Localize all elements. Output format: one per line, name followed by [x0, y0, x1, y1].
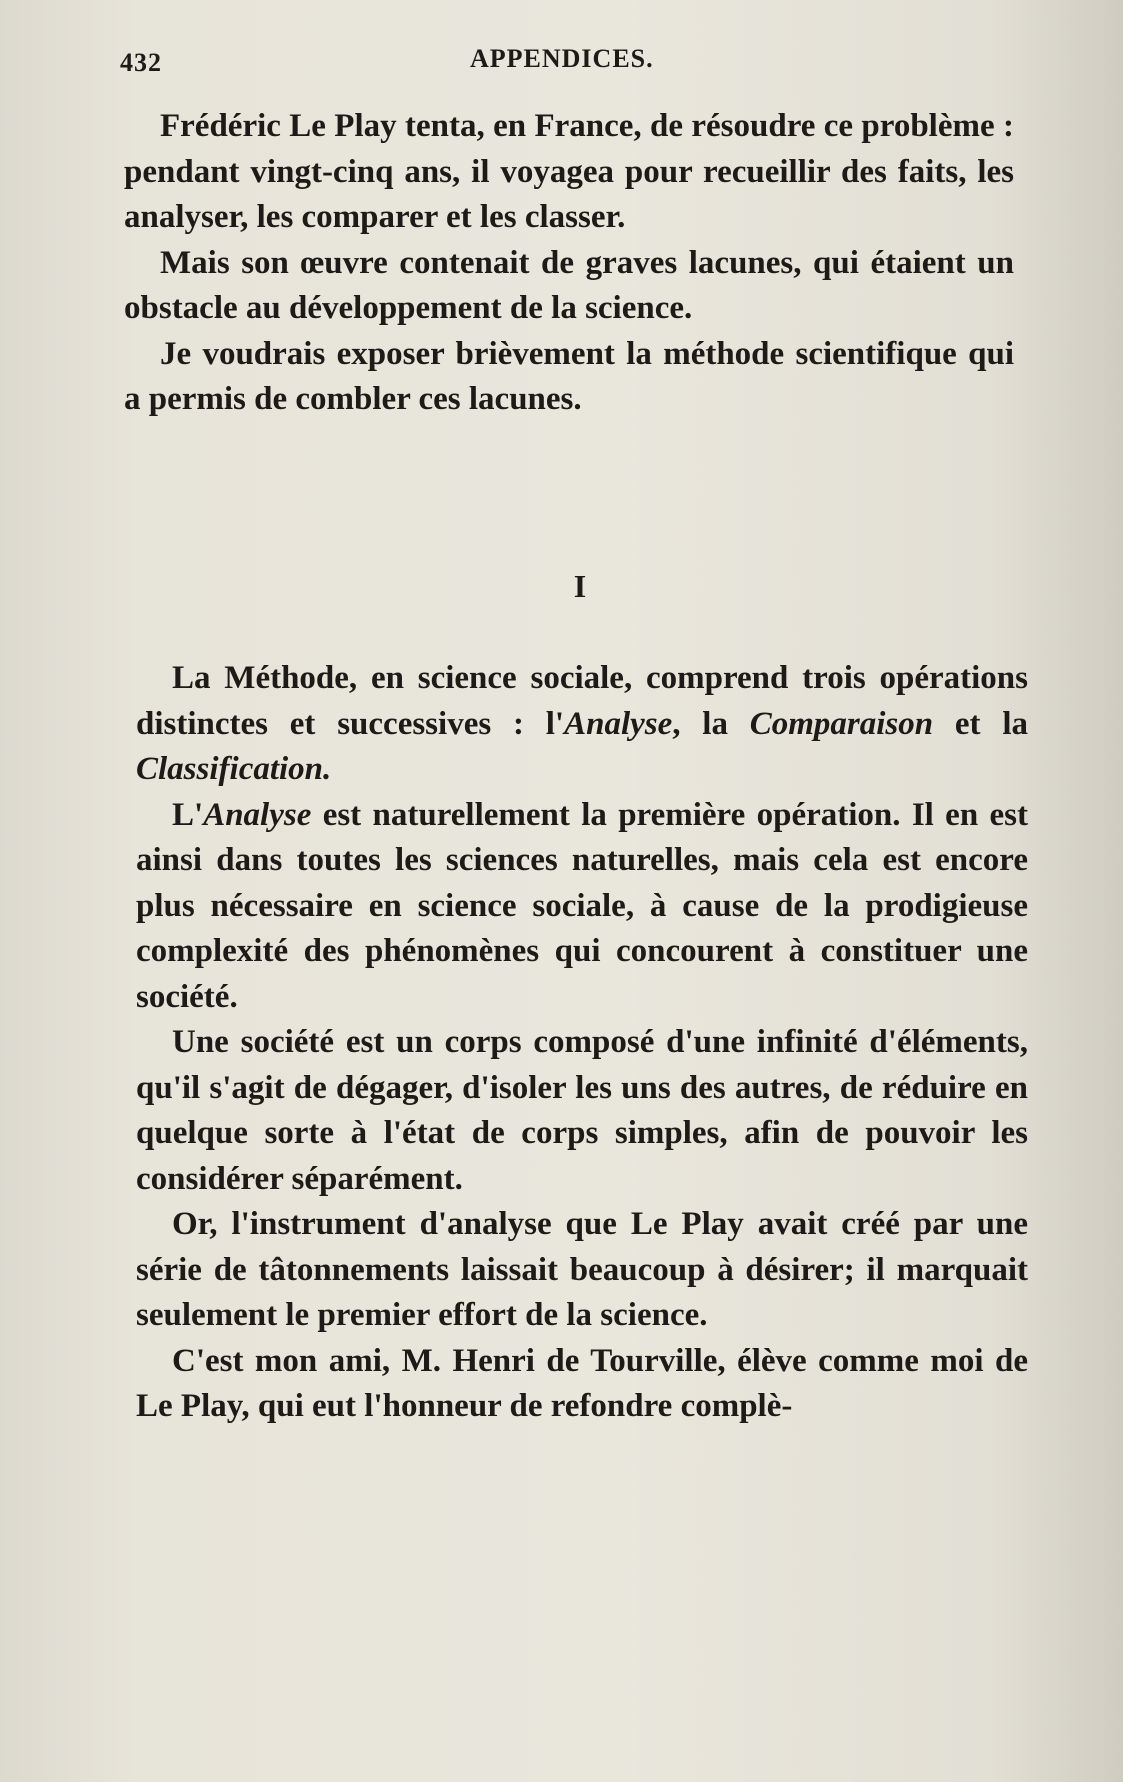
- method-separator: , la: [672, 705, 750, 742]
- term-comparaison: Comparaison: [749, 705, 934, 742]
- paragraph-analyse: [136, 793, 1028, 1021]
- section-number: I: [573, 568, 587, 604]
- paragraph-method: [136, 656, 1028, 793]
- running-head: [120, 44, 1020, 84]
- term-classification: Classification.: [136, 751, 332, 787]
- running-title: APPENDICES.: [470, 44, 654, 73]
- analyse-lead: L': [172, 796, 204, 833]
- section-text: [136, 656, 1028, 1430]
- term-analyse: Analyse: [203, 796, 312, 833]
- paragraph: Or, l'instrument d'analyse que Le Play avait créé par une série de tâtonnements laissait beaucoup à désirer; il marquait seulement le premier effort de la science.: [136, 1206, 1028, 1333]
- paragraph: Frédéric Le Play tenta, en France, de résoudre ce problème : pendant vingt-cinq ans, il voyagea pour recueillir des faits, les analyser, les comparer et les classer.: [124, 108, 1014, 235]
- paragraph: Une société est un corps composé d'une infinité d'éléments, qu'il s'agit de dégager, d'isoler les uns des autres, de réduire en quelque sorte à l'état de corps simples, afin de pouvoir les considérer séparément.: [136, 1024, 1028, 1197]
- page-number: 432: [120, 48, 162, 77]
- method-separator: et la: [933, 705, 1028, 742]
- paragraph: Je voudrais exposer brièvement la méthode scientifique qui a permis de combler ces lacunes.: [124, 335, 1014, 417]
- analyse-text: est naturellement la première opération. Il en est ainsi dans toutes les sciences naturelles, mais cela est encore plus nécessaire en science sociale, à cause de la prodigieuse complexité des phénomènes qui concourent à constituer une société.: [136, 796, 1028, 1015]
- paragraph: C'est mon ami, M. Henri de Tourville, élève comme moi de Le Play, qui eut l'honneur de refondre complè-: [136, 1342, 1028, 1424]
- method-intro-text: La Méthode, en science sociale, comprend trois opérations distinctes et successives : l': [136, 660, 1028, 742]
- term-analyse: Analyse: [564, 705, 673, 742]
- intro-text: [124, 104, 1014, 423]
- paragraph: Mais son œuvre contenait de graves lacunes, qui étaient un obstacle au développement de la science.: [124, 244, 1014, 326]
